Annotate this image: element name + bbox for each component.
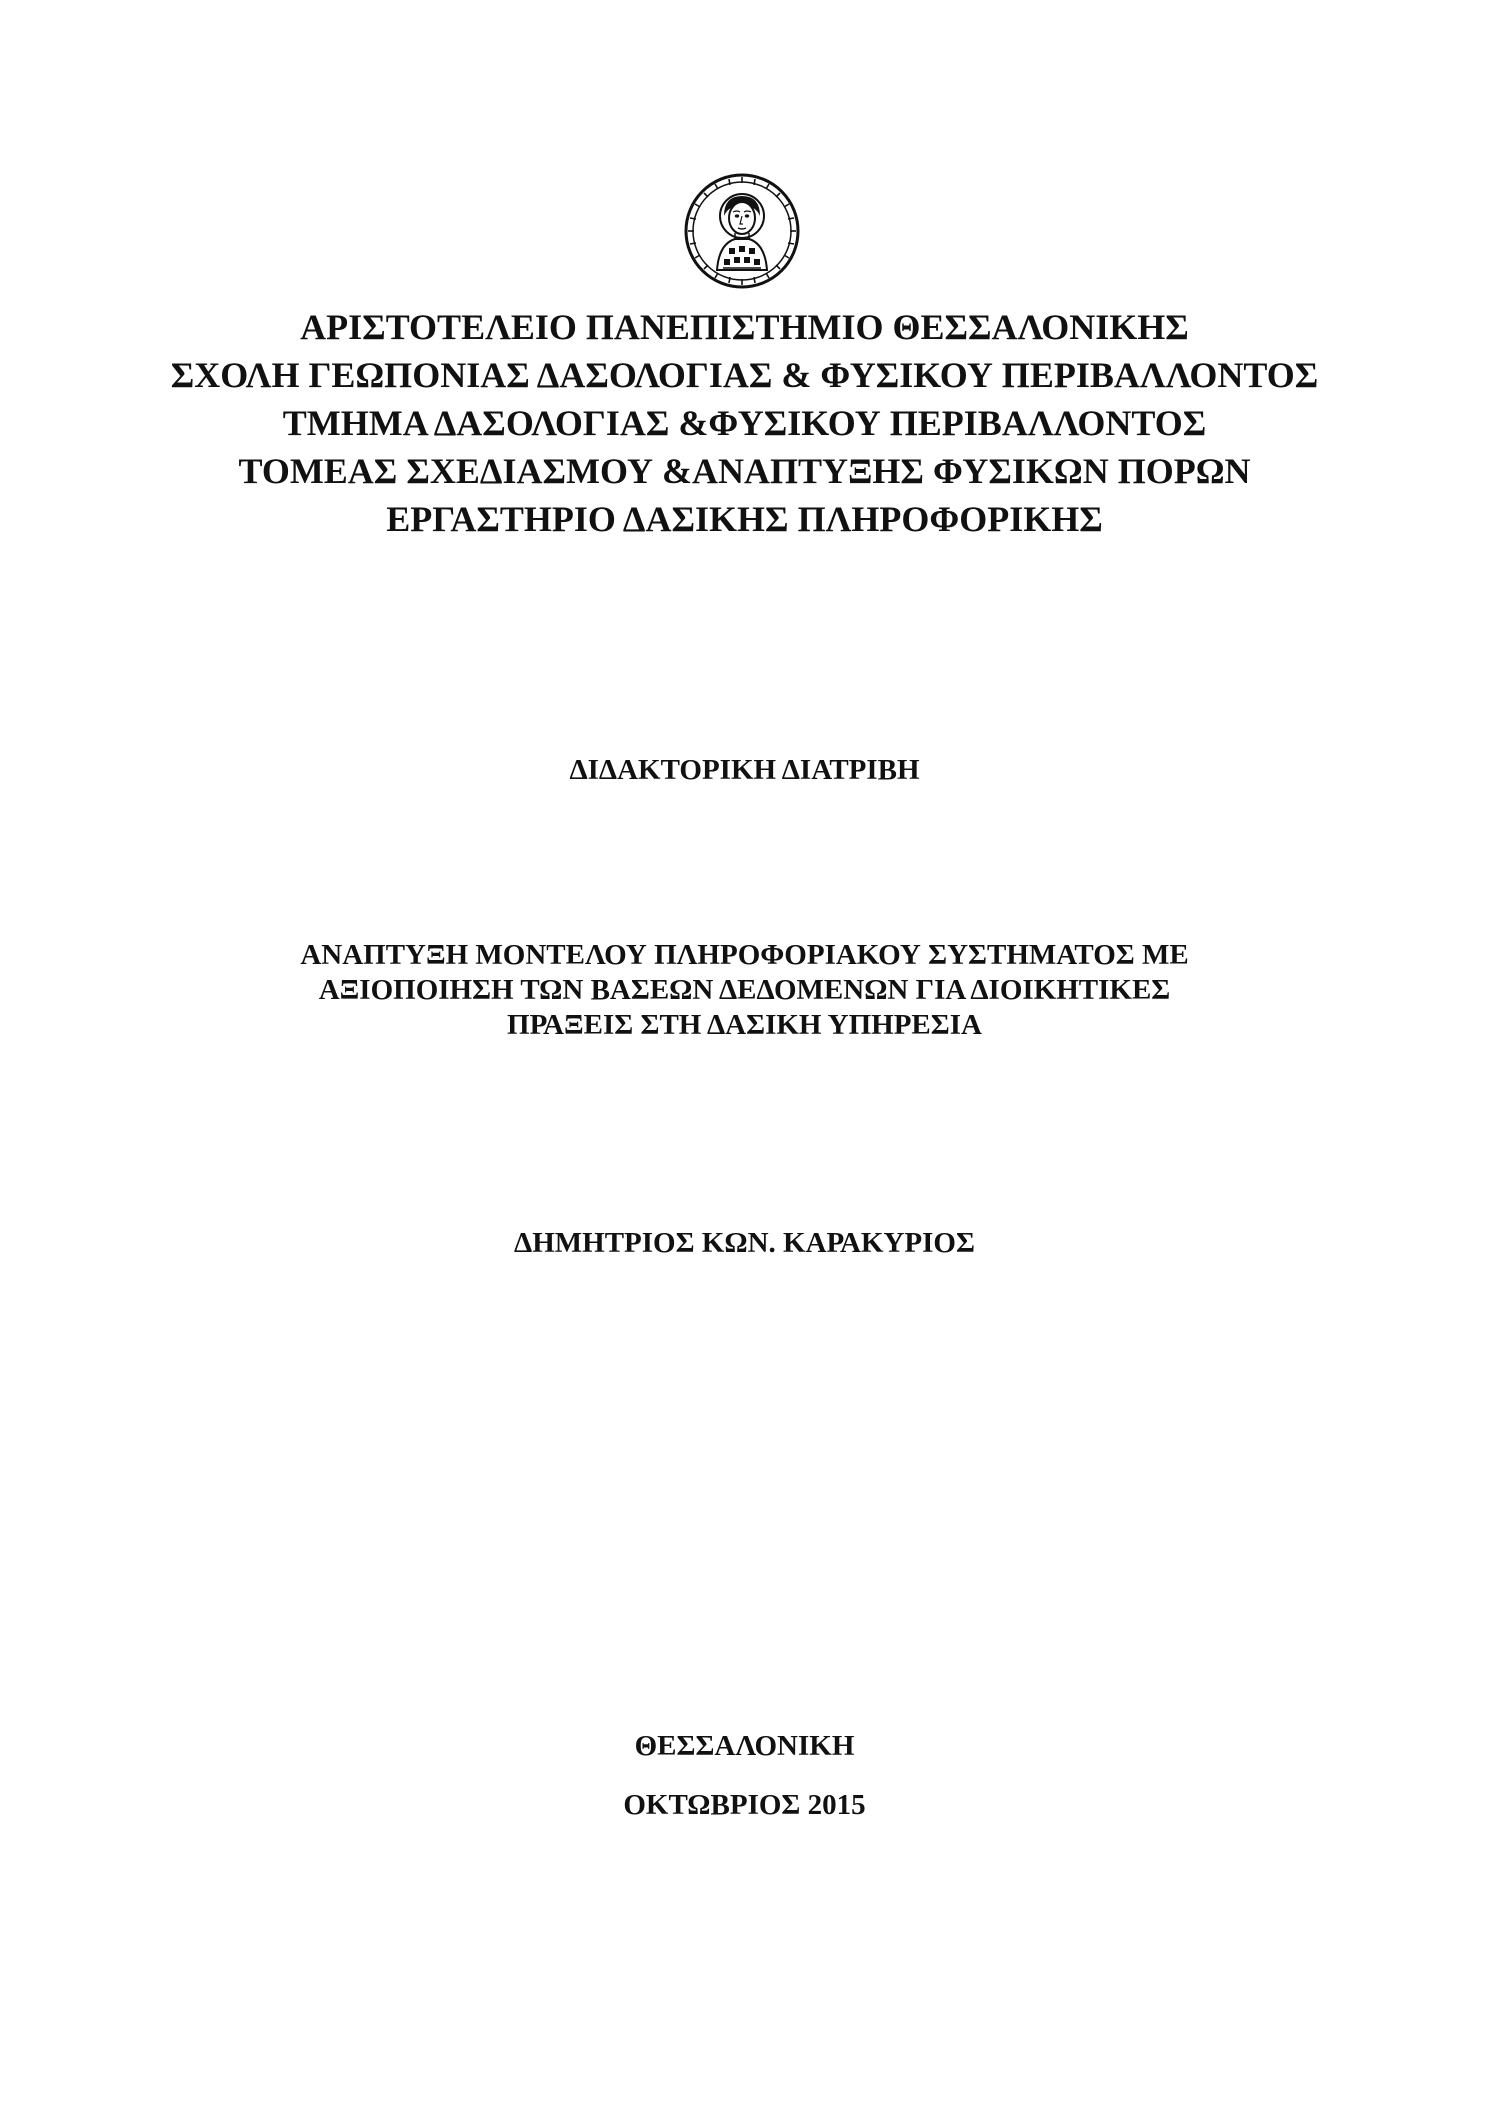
thesis-title-line-2: ΑΞΙΟΠΟΙΗΣΗ ΤΩΝ ΒΑΣΕΩΝ ΔΕΔΟΜΕΝΩΝ ΓΙΑ ΔΙΟΙΚΗΤΙΚΕΣ [318, 974, 1171, 1006]
sector-name: ΤΟΜΕΑΣ ΣΧΕΔΙΑΣΜΟΥ &ΑΝΑΠΤΥΞΗΣ ΦΥΣΙΚΩΝ ΠΟΡΩΝ [238, 451, 1251, 491]
thesis-title-line-3: ΠΡΑΞΕΙΣ ΣΤΗ ΔΑΣΙΚΗ ΥΠΗΡΕΣΙΑ [507, 1009, 982, 1041]
place-name: ΘΕΣΣΑΛΟΝΙΚΗ [634, 1730, 855, 1762]
thesis-title [0, 938, 1489, 1043]
university-seal-icon [683, 172, 801, 290]
publication-date: ΟΚΤΩΒΡΙΟΣ 2015 [623, 1789, 866, 1821]
institution-header [0, 303, 1489, 543]
author-name: ΔΗΜΗΤΡΙΟΣ ΚΩΝ. ΚΑΡΑΚΥΡΙΟΣ [514, 1227, 975, 1259]
laboratory-name: ΕΡΓΑΣΤΗΡΙΟ ΔΑΣΙΚΗΣ ΠΛΗΡΟΦΟΡΙΚΗΣ [386, 499, 1103, 539]
department-name: ΤΜΗΜΑ ΔΑΣΟΛΟΓΙΑΣ &ΦΥΣΙΚΟΥ ΠΕΡΙΒΑΛΛΟΝΤΟΣ [282, 403, 1207, 443]
university-name: ΑΡΙΣΤΟΤΕΛΕΙΟ ΠΑΝΕΠΙΣΤΗΜΙΟ ΘΕΣΣΑΛΟΝΙΚΗΣ [300, 307, 1189, 347]
school-name: ΣΧΟΛΗ ΓΕΩΠΟΝΙΑΣ ΔΑΣΟΛΟΓΙΑΣ & ΦΥΣΙΚΟΥ ΠΕΡΙΒΑΛΛΟΝΤΟΣ [170, 355, 1319, 395]
thesis-title-line-1: ΑΝΑΠΤΥΞΗ ΜΟΝΤΕΛΟΥ ΠΛΗΡΟΦΟΡΙΑΚΟΥ ΣΥΣΤΗΜΑΤΟΣ ΜΕ [300, 939, 1189, 971]
document-type: ΔΙΔΑΚΤΟΡΙΚΗ ΔΙΑΤΡΙΒΗ [569, 754, 920, 786]
